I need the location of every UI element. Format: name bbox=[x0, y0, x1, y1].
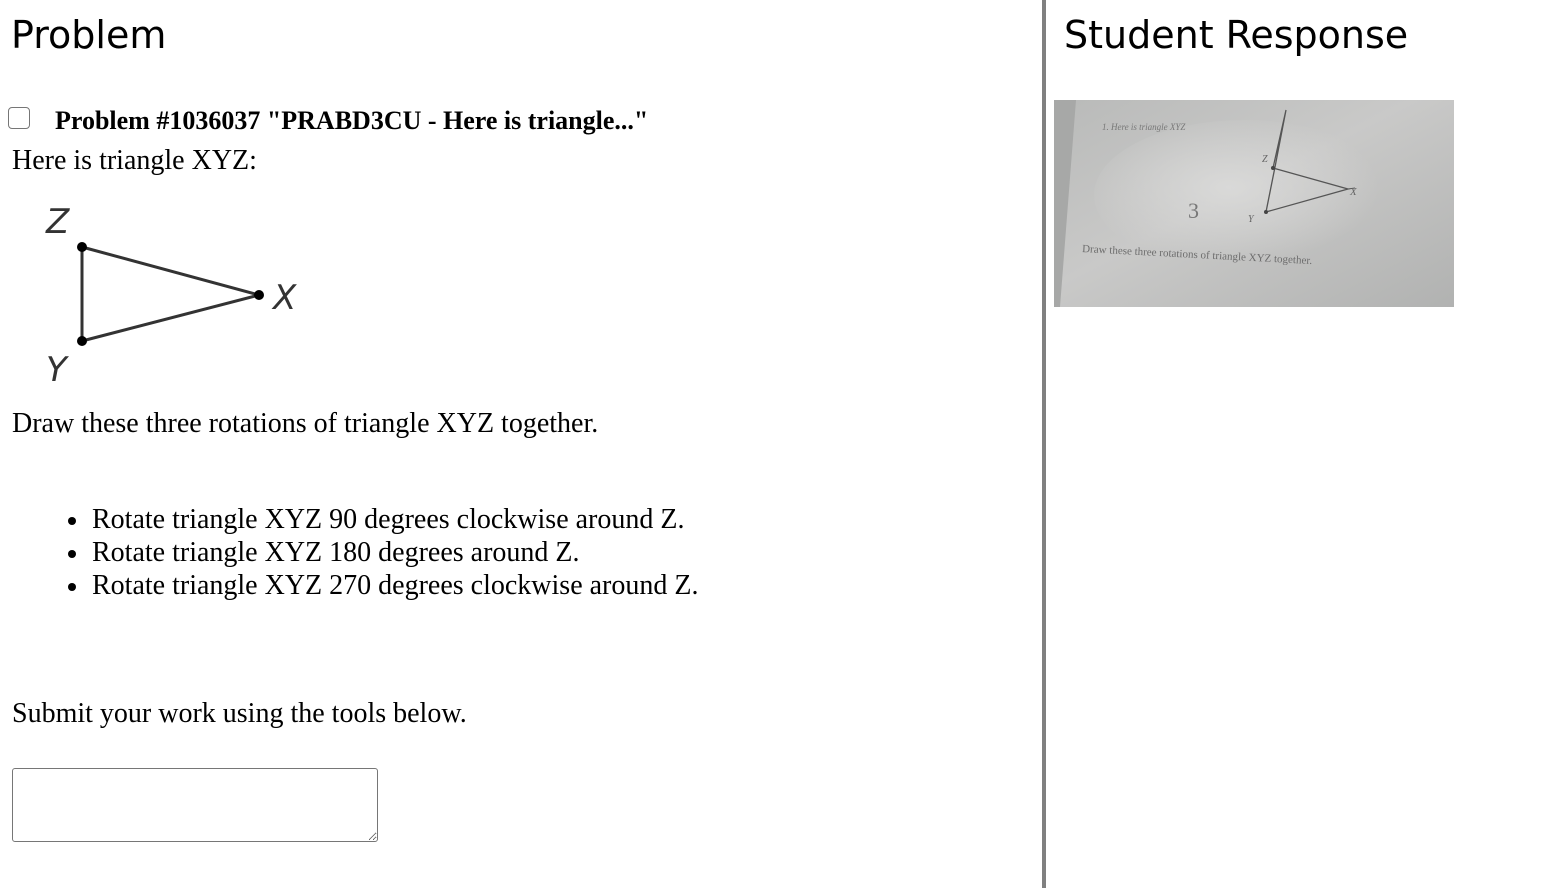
answer-textarea[interactable] bbox=[12, 768, 378, 842]
triangle-xyz-shape bbox=[82, 247, 259, 341]
photo-caption-top: 1. Here is triangle XYZ bbox=[1102, 122, 1186, 132]
problem-intro: Here is triangle XYZ: bbox=[12, 145, 257, 176]
vertex-z-label: Z bbox=[46, 202, 70, 242]
student-response-panel bbox=[1046, 0, 1544, 888]
photo-label-z: Z bbox=[1262, 154, 1268, 165]
problem-select-checkbox[interactable] bbox=[8, 107, 30, 129]
problem-title: Problem #1036037 "PRABD3CU - Here is triangle..." bbox=[55, 106, 649, 135]
vertex-y-label: Y bbox=[46, 350, 67, 390]
photo-scribble: 3 bbox=[1188, 198, 1199, 223]
vertex-x-point bbox=[254, 290, 264, 300]
student-response-photo[interactable] bbox=[1054, 100, 1454, 307]
vertex-x-label: X bbox=[273, 278, 297, 318]
submit-note: Submit your work using the tools below. bbox=[12, 698, 467, 729]
problem-heading: Problem bbox=[11, 13, 167, 57]
rotation-list bbox=[92, 503, 698, 602]
problem-header bbox=[8, 106, 648, 136]
photo-label-x: X bbox=[1350, 186, 1357, 198]
rotation-item-90: Rotate triangle XYZ 90 degrees clockwise around Z. bbox=[92, 503, 698, 536]
rotation-item-270: Rotate triangle XYZ 270 degrees clockwise around Z. bbox=[92, 570, 699, 601]
vertex-y-point bbox=[77, 336, 87, 346]
photo-vertex-y bbox=[1264, 210, 1268, 214]
photo-label-y: Y bbox=[1248, 214, 1254, 225]
student-response-heading: Student Response bbox=[1064, 13, 1409, 57]
vertex-z-point bbox=[77, 242, 87, 252]
problem-instruction: Draw these three rotations of triangle XYZ together. bbox=[12, 408, 599, 439]
photo-caption-bottom: Draw these three rotations of triangle XYZ together. bbox=[1081, 243, 1313, 268]
triangle-xyz-figure bbox=[30, 195, 310, 390]
photo-vertex-z bbox=[1271, 166, 1275, 170]
rotation-item-180: Rotate triangle XYZ 180 degrees around Z. bbox=[92, 536, 698, 569]
